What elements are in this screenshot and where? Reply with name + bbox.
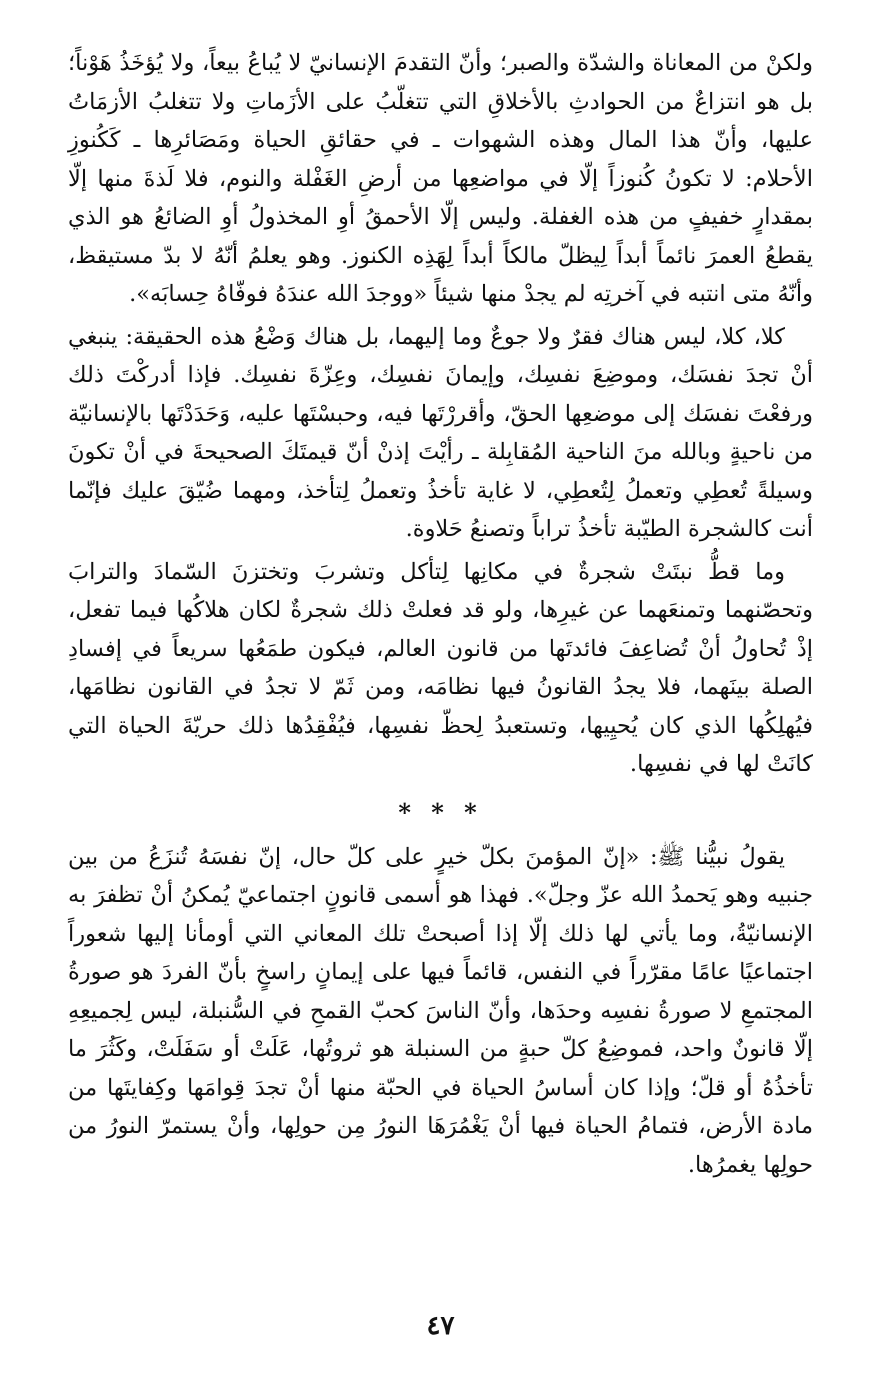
paragraph-3: وما قطُّ نبتَتْ شجرةٌ في مكانِها لِتأكل وتشربَ وتختزنَ السّمادَ والترابَ وتحصّنهما وتمنعَهما عن غيرِها، ولو قد فعلتْ ذلك شجرةٌ لكان هلاكُها فيما تفعل، إذْ تُحاولُ أنْ تُضاعِفَ فائدتَها من قانون العالم، فيكون طمَعُها سريعاً في إفسادِ الصلة بينَهما، فلا يجدُ القانونُ فيها نظامَه، ومن ثَمّ لا تجدُ في القانون نظامَها، فيُهلِكُها الذي كان يُحيِيها، وتستعبدُ لِحظّ نفسِها، فيُفْقِدُها ذلك حريّةَ الحياة التي كانَتْ لها في نفسِها. xyxy=(68,558,813,777)
paragraph-1: ولكنْ من المعاناة والشدّة والصبر؛ وأنّ التقدمَ الإنسانيّ لا يُباعُ بيعاً، ولا يُؤخَذُ هَوْناً؛ بل هو انتزاعٌ من الحوادثِ بالأخلاقِ التي تتغلّبُ على الأزَماتِ ولا تتغلبُ الأزمَاتُ عليها، وأنّ هذا المال وهذه الشهوات ـ في حقائقِ الحياة ومَصَائرِها ـ كَكُنوزِ الأحلام: لا تكونُ كُنوزاً إلّا في مواضعِها من أرضِ الغَفْلة والنوم، فلا لَذةَ منها إلّا بمقدارٍ خفيفٍ من هذه الغفلة. وليس إلّا الأحمقُ أوِ المخذولُ أوِ الضائعُ هو الذي يقطعُ العمرَ نائماً أبداً لِيظلّ مالكاً أبداً لِهَذِه الكنوز. وهو يعلمُ أنّهُ لا بدّ مستيقظ، وأنّهُ متى انتبه في آخرتِه لم يجدْ منها شيئاً «ووجدَ الله عندَهُ فوفّاهُ حِسابَه». xyxy=(68,50,813,307)
page-number: ٤٧ xyxy=(426,1311,455,1341)
paragraph-4: يقولُ نبيُّنا ﷺ: «إنّ المؤمنَ بكلّ خيرٍ على كلّ حال، إنّ نفسَهُ تُنزَعُ من بين جنبيه وهو يَحمدُ الله عزّ وجلّ». فهذا هو أسمى قانونٍ اجتماعيّ يُمكنُ أنْ تظفرَ به الإنسانيّةُ، وما يأتي لها ذلك إلّا إذا أصبحتْ تلك المعاني التي أومأنا إليها شعوراً اجتماعيًا عامًا مقرّراً في النفس، قائماً فيها على إيمانٍ راسخٍ بأنّ الفردَ هو صورةُ المجتمعِ لا صورةُ نفسِه وحدَها، وأنّ الناسَ كحبّ القمحِ في السُّنبلة، ليس لِجميعِهِ إلّا قانونٌ واحد، فموضِعُ كلّ حبةٍ من السنبلة هو ثروتُها، عَلَتْ أو سَفَلَتْ، وكَثُرَ ما تأخذُهُ أو قلّ؛ وإذا كان أساسُ الحياة في الحبّة منها أنْ تجدَ قِوامَها وكِفايتَها من مادة الأرض، فتمامُ الحياة فيها أنْ يَغْمُرَهَا النورُ مِن حولِها، وأنْ يستمرّ النورُ من حولِها يغمرُها. xyxy=(68,843,813,1178)
section-separator: * * * xyxy=(398,797,483,827)
paragraph-2: كلا، كلا، ليس هناك فقرٌ ولا جوعٌ وما إليهما، بل هناك وَضْعُ هذه الحقيقة: ينبغي أنْ تجدَ نفسَك، وموضِعَ نفسِك، وإيمانَ نفسِك، وعِزّةَ نفسِك. فإذا أدركْتَ ذلك ورفعْتَ نفسَك إلى موضعِها الحقّ، وأقررْتَها فيه، وحبسْتَها عليه، وَحَدَدْتَها بالإنسانيّة من ناحيةٍ وبالله منَ الناحية المُقابِلة ـ رأيْتَ إذنْ أنّ قيمتَكَ الصحيحةَ في أنْ تكونَ وسيلةً تُعطِي وتعملُ لِتُعطِي، لا غاية تأخذُ وتعملُ لِتأخذ، ومهما ضُيّقَ عليك فإنّما أنت كالشجرة الطيّبة تأخذُ تراباً وتصنعُ حَلاوة. xyxy=(68,323,813,542)
book-page xyxy=(68,44,813,1344)
